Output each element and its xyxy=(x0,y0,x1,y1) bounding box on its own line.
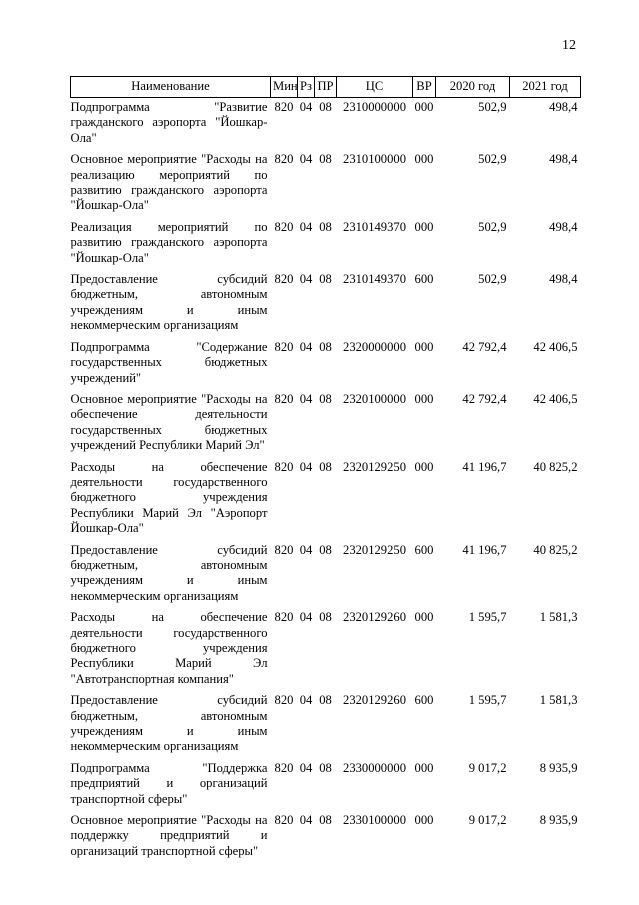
cell-2021: 40 825,2 xyxy=(533,542,578,557)
cell-2021: 498,4 xyxy=(549,272,578,287)
budget-table-container xyxy=(70,76,580,863)
cell-rz: 04 xyxy=(299,100,313,114)
cell-cs: 2330100000 xyxy=(343,813,406,828)
cell-name: Предоставление субсидий бюджетным, автономным учреждениям и иным некоммерческим организациям xyxy=(70,272,268,333)
cell-2021: 8 935,9 xyxy=(539,813,578,828)
cell-name: Реализация мероприятий по развитию гражданского аэропорта "Йошкар-Ола" xyxy=(70,219,268,265)
cell-2020: 41 196,7 xyxy=(462,459,507,474)
cell-min: 820 xyxy=(274,100,294,114)
cell-cs: 2310100000 xyxy=(343,152,406,167)
cell-pr: 08 xyxy=(319,100,332,114)
cell-2021: 498,4 xyxy=(549,100,578,114)
cell-min: 820 xyxy=(274,459,294,474)
table-row xyxy=(71,458,581,541)
cell-2020: 1 595,7 xyxy=(468,693,507,708)
table-row xyxy=(71,270,581,338)
cell-min: 820 xyxy=(274,542,294,557)
cell-2020: 9 017,2 xyxy=(468,760,507,775)
cell-cs: 2320129250 xyxy=(343,542,406,557)
table-row xyxy=(71,98,581,151)
header-vr: ВР xyxy=(413,77,436,98)
cell-2021: 498,4 xyxy=(549,152,578,167)
cell-vr: 000 xyxy=(414,610,434,625)
table-row xyxy=(71,759,581,811)
cell-2020: 42 792,4 xyxy=(462,339,507,354)
budget-table xyxy=(70,76,581,863)
cell-rz: 04 xyxy=(299,272,313,287)
cell-min: 820 xyxy=(274,272,294,287)
cell-rz: 04 xyxy=(299,813,313,828)
cell-pr: 08 xyxy=(319,152,332,167)
cell-pr: 08 xyxy=(319,459,332,474)
table-row xyxy=(71,691,581,759)
table-row xyxy=(71,811,581,863)
cell-vr: 000 xyxy=(414,813,434,828)
cell-2021: 42 406,5 xyxy=(533,391,578,406)
page-number: 12 xyxy=(562,38,576,53)
cell-rz: 04 xyxy=(299,760,313,775)
cell-min: 820 xyxy=(274,152,294,167)
cell-vr: 000 xyxy=(414,391,434,406)
cell-2021: 1 581,3 xyxy=(539,693,578,708)
cell-min: 820 xyxy=(274,813,294,828)
cell-name: Подпрограмма "Поддержка предприятий и организаций транспортной сферы" xyxy=(70,760,268,806)
cell-name: Расходы на обеспечение деятельности государственного бюджетного учреждения Республики Марий Эл "Автотранспортная компания" xyxy=(70,610,268,686)
cell-2020: 502,9 xyxy=(478,100,507,114)
cell-pr: 08 xyxy=(319,391,332,406)
cell-min: 820 xyxy=(274,391,294,406)
cell-pr: 08 xyxy=(319,339,332,354)
cell-2020: 502,9 xyxy=(478,272,507,287)
cell-cs: 2320100000 xyxy=(343,391,406,406)
cell-min: 820 xyxy=(274,693,294,708)
cell-pr: 08 xyxy=(319,760,332,775)
cell-name: Основное мероприятие "Расходы на поддержку предприятий и организаций транспортной сферы" xyxy=(70,813,268,858)
cell-2020: 42 792,4 xyxy=(462,391,507,406)
cell-rz: 04 xyxy=(299,542,313,557)
cell-name: Предоставление субсидий бюджетным, автономным учреждениям и иным некоммерческим организациям xyxy=(70,693,268,754)
cell-cs: 2320000000 xyxy=(343,339,406,354)
cell-rz: 04 xyxy=(299,459,313,474)
cell-rz: 04 xyxy=(299,693,313,708)
cell-pr: 08 xyxy=(319,542,332,557)
header-name: Наименование xyxy=(71,77,271,98)
cell-pr: 08 xyxy=(319,272,332,287)
cell-rz: 04 xyxy=(299,152,313,167)
header-2020: 2020 год xyxy=(436,77,510,98)
cell-vr: 600 xyxy=(414,272,434,287)
cell-2020: 1 595,7 xyxy=(468,610,507,625)
cell-cs: 2310149370 xyxy=(343,272,406,287)
table-row xyxy=(71,390,581,458)
cell-pr: 08 xyxy=(319,219,332,234)
cell-vr: 000 xyxy=(414,152,434,167)
table-body xyxy=(71,98,581,864)
cell-cs: 2320129260 xyxy=(343,610,406,625)
cell-2020: 9 017,2 xyxy=(468,813,507,828)
cell-rz: 04 xyxy=(299,339,313,354)
cell-name: Расходы на обеспечение деятельности государственного бюджетного учреждения Республики Марий Эл "Аэропорт Йошкар-Ола" xyxy=(70,459,268,536)
cell-rz: 04 xyxy=(299,610,313,625)
cell-name: Предоставление субсидий бюджетным, автономным учреждениям и иным некоммерческим организациям xyxy=(70,542,268,603)
cell-2021: 42 406,5 xyxy=(533,339,578,354)
cell-vr: 600 xyxy=(414,542,434,557)
table-header xyxy=(71,77,581,98)
cell-vr: 000 xyxy=(414,339,434,354)
header-min: Мин xyxy=(271,77,298,98)
cell-name: Основное мероприятие "Расходы на реализацию мероприятий по развитию гражданского аэропорта "Йошкар-Ола" xyxy=(70,152,268,213)
cell-vr: 000 xyxy=(414,760,434,775)
cell-name: Основное мероприятие "Расходы на обеспечение деятельности государственных бюджетных учреждений Республики Марий Эл" xyxy=(70,391,268,453)
header-pr: ПР xyxy=(315,77,337,98)
table-row xyxy=(71,608,581,691)
cell-vr: 000 xyxy=(414,219,434,234)
cell-min: 820 xyxy=(274,760,294,775)
table-row xyxy=(71,218,581,270)
cell-cs: 2320129250 xyxy=(343,459,406,474)
cell-cs: 2310149370 xyxy=(343,219,406,234)
header-rz: Рз xyxy=(298,77,315,98)
cell-rz: 04 xyxy=(299,219,313,234)
cell-2021: 1 581,3 xyxy=(539,610,578,625)
cell-min: 820 xyxy=(274,219,294,234)
table-row xyxy=(71,541,581,609)
cell-2020: 41 196,7 xyxy=(462,542,507,557)
cell-cs: 2320129260 xyxy=(343,693,406,708)
cell-2021: 8 935,9 xyxy=(539,760,578,775)
cell-cs: 2310000000 xyxy=(343,100,406,114)
cell-pr: 08 xyxy=(319,693,332,708)
cell-min: 820 xyxy=(274,610,294,625)
cell-vr: 000 xyxy=(414,100,434,114)
header-cs: ЦС xyxy=(337,77,413,98)
cell-pr: 08 xyxy=(319,610,332,625)
cell-rz: 04 xyxy=(299,391,313,406)
cell-2021: 40 825,2 xyxy=(533,459,578,474)
cell-2021: 498,4 xyxy=(549,219,578,234)
cell-name: Подпрограмма "Содержание государственных бюджетных учреждений" xyxy=(70,339,268,385)
cell-vr: 000 xyxy=(414,459,434,474)
cell-vr: 600 xyxy=(414,693,434,708)
table-row xyxy=(71,150,581,218)
header-2021: 2021 год xyxy=(510,77,581,98)
cell-name: Подпрограмма "Развитие гражданского аэропорта "Йошкар-Ола" xyxy=(70,100,268,145)
cell-min: 820 xyxy=(274,339,294,354)
cell-cs: 2330000000 xyxy=(343,760,406,775)
cell-2020: 502,9 xyxy=(478,219,507,234)
table-row xyxy=(71,338,581,390)
cell-2020: 502,9 xyxy=(478,152,507,167)
cell-pr: 08 xyxy=(319,813,332,828)
